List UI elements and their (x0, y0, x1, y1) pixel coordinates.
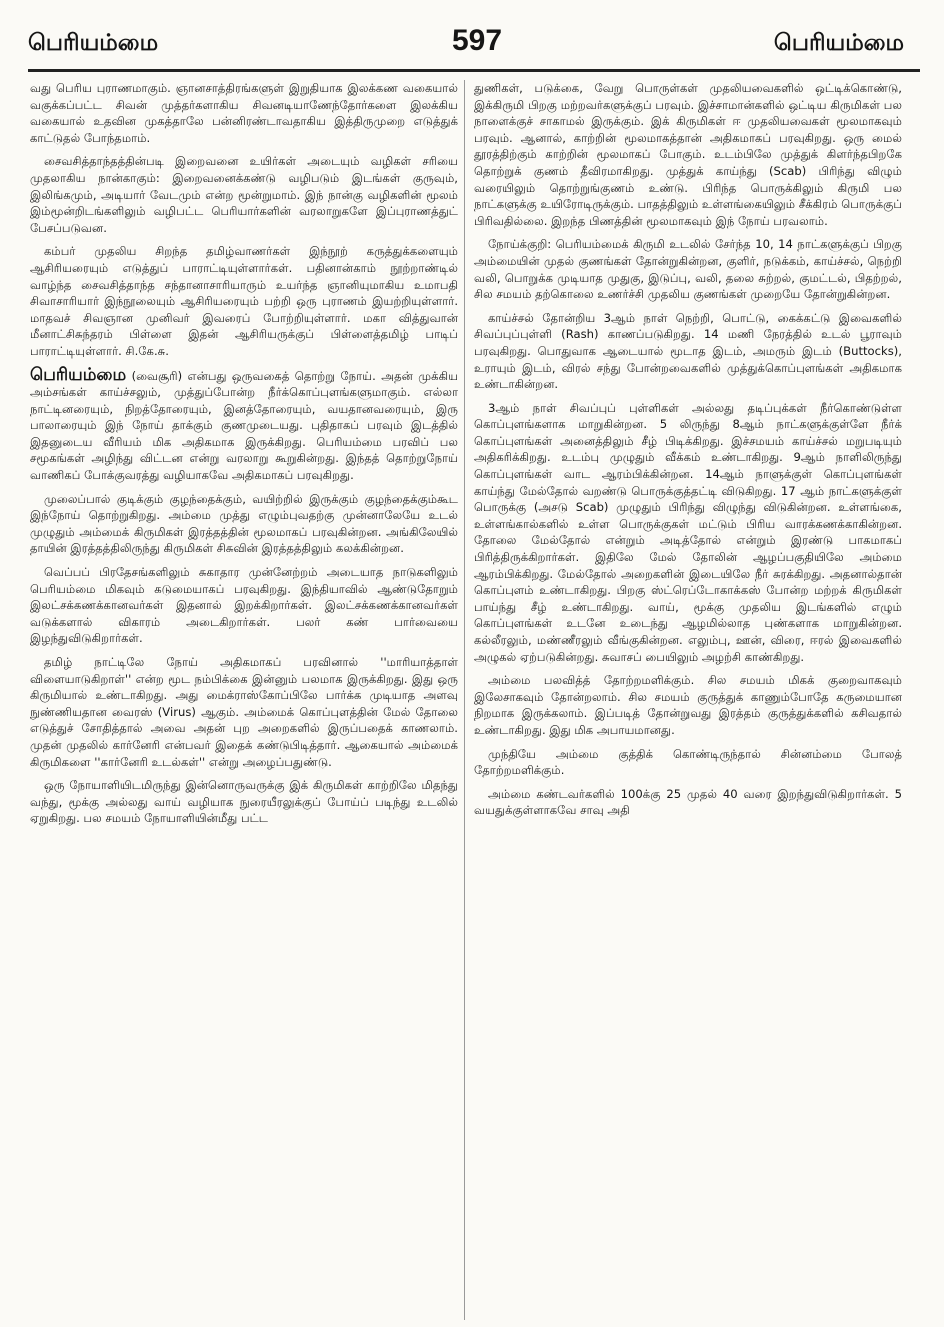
entry-paragraph (30, 364, 458, 484)
entry-text: (வைசூரி) என்பது ஒருவகைத் தொற்று நோய். அதன் முக்கிய அம்சங்கள் காய்ச்சலும், முத்துப்போன்ற நீர்க்கொப்புளங்களுமாகும். எல்லா நாட்டினரையும், நிறத்தோரையும், இனத்தோரையும், வயதானவரையும், இரு பாலாரையும் இந் நோய் தாக்கும் குணமுடையது. புதிதாகப் பரவும் இடத்தில் இதனுடைய வீரியம் மிக அதிகமாக இருக்கிறது. பெரியம்மை பரவிப் பல சமூகங்கள் அழிந்து விட்டன என்று வரலாறு கூறுகின்றது. இந்தத் தொற்றுநோய் வாணிகப் போக்குவரத்து வழியாகவே அதிகமாகப் பரவுகிறது. (30, 368, 458, 483)
paragraph: காய்ச்சல் தோன்றிய 3ஆம் நாள் நெற்றி, பொட்டு, கைக்கட்டு இவைகளில் சிவப்புப்புள்ளி (Rash) காணப்படுகிறது. 14 மணி நேரத்தில் உடல் பூராவும் பரவுகிறது. பொதுவாக ஆடையால் மூடாத இடம், அமரும் இடம் (Buttocks), உராயும் இடம், விரல் சந்து போன்றவைகளில் முத்துக்கொப்புளங்கள் அதிகமாக உண்டாகின்றன. (474, 310, 902, 392)
entry-title: பெரியம்மை (30, 364, 127, 385)
right-column (474, 80, 902, 1316)
paragraph: வெப்பப் பிரதேசங்களிலும் சுகாதார முன்னேற்றம் அடையாத நாடுகளிலும் பெரியம்மை மிகவும் கடுமையாகப் பரவுகிறது. இந்தியாவில் ஆண்டுதோறும் இலட்சக்கணக்கானவர்கள் இதனால் இறக்கிறார்கள். இலட்சக்கணக்கானவர்கள் வடுக்களால் விகாரம் அடைகிறார்கள். பலர் கண் பார்வையை இழந்துவிடுகிறார்கள். (30, 565, 458, 646)
page-number: 597 (452, 24, 503, 57)
paragraph: தமிழ் நாட்டிலே நோய் அதிகமாகப் பரவினால் ''மாரியாத்தாள் விளையாடுகிறாள்'' என்ற மூட நம்பிக்கை இன்னும் பலமாக இருக்கிறது. இது ஒரு கிருமியால் உண்டாகிறது. அது மைக்ராஸ்கோப்பிலே பார்க்க முடியாத அளவு நுண்ணியதான வைரஸ் (Virus) ஆகும். அம்மைக் கொப்புளத்தின் மேல் தோலை எடுத்துச் சோதித்தால் அவை அதன் புற அறைகளில் இருப்பதைக் காணலாம். முதன் முதலில் கார்னேரி என்பவர் இதைக் கண்டுபிடித்தார். ஆகையால் அம்மைக் கிருமிகளை ''கார்னேரி உடல்கள்'' என்று அழைப்பதுண்டு. (30, 655, 458, 769)
paragraph: சைவசித்தாந்தத்தின்படி இறைவனை உயிர்கள் அடையும் வழிகள் சரியை முதலாகிய நான்காகும்: இறைவனைக்கண்டு வழிபடும் இடங்கள் குருவும், இலிங்கமும், அடியார் வேடமும் என்ற மூன்றுமாம். இந் நான்கு வழிகளின் மூலம் இம்மூன்றிடங்களிலும் வழிபட்ட பெரியார்களின் வரலாறுகளே இப்புராணத்துட் பேசப்படுவன. (30, 154, 458, 235)
paragraph: அம்மை பலவித்த் தோற்றமளிக்கும். சில சமயம் மிகக் குறைவாகவும் இலேசாகவும் தோன்றலாம். சில சமயம் குருத்துக் காணும்போதே கருமையான நிறமாக இருக்கலாம். இப்படித் தோன்றுவது இரத்தம் குருத்துக்களில் கசிவதால் உண்டாகிறது. இது மிக அபாயமானது. (474, 673, 902, 737)
paragraph: முலைப்பால் குடிக்கும் குழந்தைக்கும், வயிற்றில் இருக்கும் குழந்தைக்கும்கூட இந்நோய் தொற்றுகிறது. அம்மை முத்து எழும்புவதற்கு முன்னாலேயே உடல் முழுதும் அம்மைக் கிருமிகள் இரத்தத்தின் மூலமாகப் பரவுகின்றன. அங்கிலேயில் தாயின் இரத்தத்திலிருந்து கிருமிகள் சிசுவின் இரத்தத்திலும் கலக்கின்றன. (30, 491, 458, 556)
running-head-left: பெரியம்மை (28, 30, 159, 56)
paragraph: நோய்க்குறி: பெரியம்மைக் கிருமி உடலில் சேர்ந்த 10, 14 நாட்களுக்குப் பிறகு அம்மையின் முதல் குணங்கள் தோன்றுகின்றன, குளிர், நடுக்கம், காய்ச்சல், நெற்றி வலி, பொறுக்க முடியாத முதுகு, இடுப்பு, வலி, தலை சுற்றல், குமட்டல், பிதற்றல், சில சமயம் தற்கொலை உணர்ச்சி முதலிய குணங்கள் முறையே தோன்றுகின்றன. (474, 237, 902, 302)
paragraph: கம்பர் முதலிய சிறந்த தமிழ்வாணர்கள் இந்நூற் கருத்துக்களையும் ஆசிரியரையும் எடுத்துப் பாராட்டியுள்ளார்கள். பதினான்காம் நூற்றாண்டில் வாழ்ந்த சைவசித்தாந்த சந்தானாசாரியாரும் உயர்ந்த ஞானியுமாகிய உமாபதி சிவாசாரியார் இந்நூலையும் ஆசிரியரையும் பற்றி ஒரு புராணம் இயற்றியுள்ளார். மாதவச் சிவஞான முனிவர் இவரைப் போற்றியுள்ளார். மகா வித்துவான் மீனாட்சிசுந்தரம் பிள்ளை இதன் ஆசிரியருக்குப் பிள்ளைத்தமிழ் பாடிப் பாராட்டியுள்ளார். சி.கே.சு. (30, 244, 458, 358)
column-divider (464, 80, 465, 1320)
header-rule (28, 69, 920, 72)
paragraph: அம்மை கண்டவர்களில் 100க்கு 25 முதல் 40 வரை இறந்துவிடுகிறார்கள். 5 வயதுக்குள்ளாகவே சாவு அதி (474, 786, 902, 818)
paragraph: ஒரு நோயாளியிடமிருந்து இன்னொருவருக்கு இக் கிருமிகள் காற்றிலே மிதந்து வந்து, மூக்கு அல்லது வாய் வழியாக நுரையீரலுக்குப் போய்ப் படிந்து உடலில் ஏறுகிறது. பல சமயம் நோயாளியின்மீது பட்ட (30, 778, 458, 826)
paragraph: முந்தியே அம்மை குத்திக் கொண்டிருந்தால் சின்னம்மை போலத் தோற்றமளிக்கும். (474, 746, 902, 778)
paragraph: துணிகள், படுக்கை, வேறு பொருள்கள் முதலியவைகளில் ஒட்டிக்கொண்டு, இக்கிருமி பிறகு மற்றவர்களுக்குப் பரவும். இச்சாமான்களில் ஒட்டிய கிருமிகள் பல நாளைக்குச் சாகாமல் இருக்கும். இக் கிருமிகள் ஈ முதலியவைகள் மூலமாகவும் பரவும். ஆனால், காற்றின் மூலமாகத்தான் அதிகமாகப் பரவுகிறது. ஒரு மைல் தூரத்திற்கும் காற்றின் மூலமாகப் போகும். உடம்பிலே முத்துக் கிளர்ந்தபிறகே தொற்றுக் குணம் தீவிரமாகிறது. முத்துக் காய்ந்து (Scab) பிரிந்து விழும் வரையிலும் தொற்றுங்குணம் உண்டு. பிரிந்த பொருக்கிலும் கிருமி பல நாட்களுக்கு உயிரோடிருக்கும். பாதத்திலும் உள்ளங்கையிலும் சீக்கிரம் பொருக்குப் பிரிவதில்லை. இறந்த பிணத்தின் மூலமாகவும் இந் நோய் பரவலாம். (474, 81, 902, 228)
left-column (30, 80, 458, 1316)
paragraph: வது பெரிய புராணமாகும். ஞானசாத்திரங்களுள் இறுதியாக இலக்கண வகையால் வகுக்கப்பட்ட சிவன் முத்தர்களாகிய சிவனடியாணேந்தோர்களை இலக்கிய வகையால் உதவின முகத்தாலே பன்னிரண்டாவதாகிய இத்திருமுறை எடுத்துக் காட்டுதல் போந்தமாம். (30, 81, 458, 145)
paragraph: 3ஆம் நாள் சிவப்புப் புள்ளிகள் அல்லது தடிப்புக்கள் நீர்கொண்டுள்ள கொப்புளங்களாக மாறுகின்றன. 5 லிருந்து 8ஆம் நாட்களுக்குள்ளே நீர்க் கொப்புளங்கள் அனைத்திலும் சீழ் பிடிக்கிறது. இச்சமயம் காய்ச்சல் மறுபடியும் அதிகரிக்கிறது. உடம்பு முழுதும் வீக்கம் உண்டாகிறது. 9ஆம் நாளிலிருந்து கொப்புளங்கள் வாட ஆரம்பிக்கின்றன. 14ஆம் நாளுக்குள் கொப்புளங்கள் காய்ந்து மேல்தோல் வறண்டு பொருக்குத்தட்டி விடுகிறது. 17 ஆம் நாட்களுக்குள் பொருக்கு (அசடு Scab) முழுதும் பிரிந்து விழுந்து விடுகின்றன. உள்ளங்கை, உள்ளங்கால்களில் உள்ள பொருக்குகள் மட்டும் பிரிய வாரக்கணக்காகின்றன. தோலை மேல்தோல் என்றும் அடித்தோல் என்றும் இரண்டு பாகமாகப் பிரித்திருக்கிறார்கள். இதிலே மேல் தோலின் ஆழப்பகுதியிலே அம்மை ஆரம்பிக்கிறது. மேல்தோல் அறைகளின் இடையிலே நீர் சுரக்கிறது. அதனால்தான் கொப்புளம் உண்டாகிறது. பிறகு ஸ்ட்ரெப்டோகாக்கஸ் போன்ற மற்றக் கிருமிகள் பாய்ந்து சீழ் உண்டாகிறது. வாய், மூக்கு முதலிய இடங்களில் எழும் கொப்புளங்கள் உடனே உடைந்து ஆழமில்லாத புண்களாக மாறுகின்றன. கல்லீரலும், மண்ணீரலும் வீங்குகின்றன. எலும்பு, ஊன், விரை, ஈரல் இவைகளில் அழுகல் ஏற்படுகின்றது. சுவாசப் பையிலும் அழற்சி காண்கிறது. (474, 400, 902, 664)
running-head-right: பெரியம்மை (773, 30, 904, 56)
